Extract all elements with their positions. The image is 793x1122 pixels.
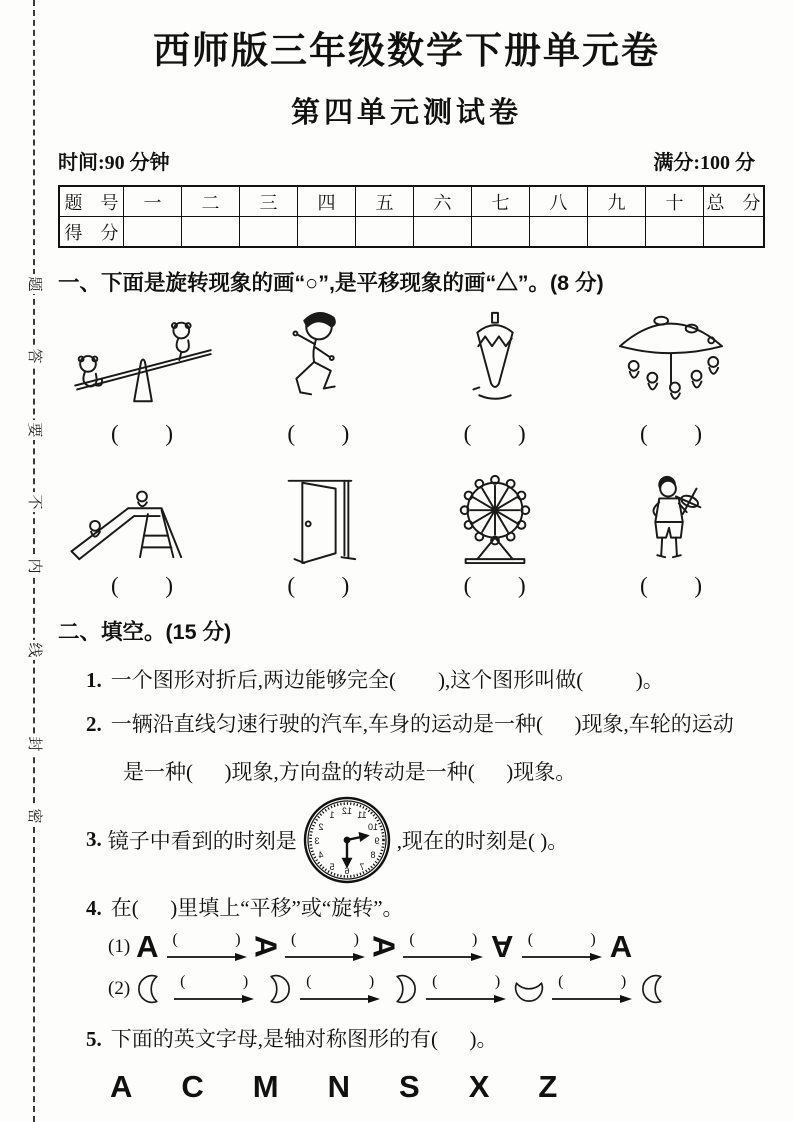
paren-open: ( xyxy=(111,421,119,446)
right-arrow-icon xyxy=(551,992,633,1004)
paren-close: ) xyxy=(590,930,596,948)
ferris-wheel-image xyxy=(415,471,575,565)
question-number: 3. xyxy=(86,827,102,852)
arrow-with-blank xyxy=(521,932,603,962)
clock-number: 12 xyxy=(341,805,352,816)
right-arrow-icon xyxy=(173,992,255,1004)
paren-close: ) xyxy=(353,930,359,948)
answer-blank-parens xyxy=(287,422,349,445)
seal-line-char: 不 xyxy=(24,492,44,512)
score-cell xyxy=(124,217,182,248)
question-text: 镜子中看到的时刻是 xyxy=(107,828,297,853)
paren-close: ) xyxy=(242,973,249,991)
clock-number: 11 xyxy=(357,809,367,820)
seal-line-char: 线 xyxy=(24,640,44,660)
column-header-cell: 四 xyxy=(298,186,356,217)
score-table xyxy=(58,185,765,248)
clock-number: 2 xyxy=(318,821,324,832)
mirrored-clock xyxy=(303,796,391,884)
question-text: 在( )里填上“平移”或“旋转”。 xyxy=(110,895,404,920)
letter-a-rotated-90: A xyxy=(248,935,284,958)
question-number: 2. xyxy=(86,712,102,737)
answer-blank-parens xyxy=(640,422,702,445)
paren-open: ( xyxy=(306,973,312,991)
paren-close: ) xyxy=(620,973,627,991)
score-cell xyxy=(704,217,765,248)
question-number-header-cell: 题 号 xyxy=(59,186,124,217)
seesaw-image xyxy=(62,305,222,413)
paren-close: ) xyxy=(165,421,173,446)
right-arrow-icon xyxy=(521,950,603,962)
symmetry-letter: X xyxy=(468,1069,490,1105)
clock-number: 3 xyxy=(314,835,320,846)
spinning-top-image xyxy=(415,305,575,413)
arrow-with-blank xyxy=(425,974,507,1004)
answer-blank-parens xyxy=(464,574,526,597)
sub-item-label: (2) xyxy=(108,978,131,1000)
column-header-cell: 二 xyxy=(182,186,240,217)
crescent-moon-icon xyxy=(136,971,166,1007)
letter-a-upright: A xyxy=(136,929,159,965)
full-score-label: 满分:100 分 xyxy=(653,152,755,174)
column-header-cell: 一 xyxy=(124,186,182,217)
clock-number: 6 xyxy=(344,865,350,876)
arrow-with-blank xyxy=(166,932,248,962)
paren-open: ( xyxy=(639,573,648,598)
answer-blank-parens xyxy=(640,574,702,597)
clock-number: 9 xyxy=(374,835,380,846)
score-cell xyxy=(240,217,298,248)
section1-heading: 一、下面是旋转现象的画“○”,是平移现象的画“△”。(8 分) xyxy=(58,271,604,295)
score-cell xyxy=(356,217,414,248)
right-arrow-icon xyxy=(166,950,248,962)
seal-line-char: 题 xyxy=(24,274,44,294)
symmetry-letter: M xyxy=(252,1069,279,1105)
question-4 xyxy=(58,894,755,922)
paren-open: ( xyxy=(432,973,438,991)
paren-open: ( xyxy=(409,930,415,948)
symmetry-letter: Z xyxy=(538,1069,558,1105)
question-1 xyxy=(58,666,755,694)
right-arrow-icon xyxy=(284,950,366,962)
right-arrow-icon xyxy=(425,992,507,1004)
paren-close: ) xyxy=(517,421,526,446)
question-2-continued: 是一种( )现象,方向盘的转动是一种( )现象。 xyxy=(123,759,577,784)
page-title: 西师版三年级数学下册单元卷 xyxy=(153,30,660,71)
paren-open: ( xyxy=(290,930,297,948)
score-header-cell: 得 分 xyxy=(59,217,124,248)
question-number: 5. xyxy=(86,1027,102,1052)
score-cell xyxy=(298,217,356,248)
paren-close: ) xyxy=(517,573,526,598)
symmetry-letter: C xyxy=(181,1069,204,1105)
picture-row-2 xyxy=(58,471,755,597)
arrow-with-blank xyxy=(173,974,255,1004)
picture-cell xyxy=(411,305,579,445)
paren-close: ) xyxy=(341,573,350,598)
paren-open: ( xyxy=(463,573,472,598)
question-4-sequence-2 xyxy=(58,971,755,1007)
page-subtitle: 第四单元测试卷 xyxy=(290,97,522,129)
letter-a-rotated-90: A xyxy=(366,935,402,958)
arrow-with-blank xyxy=(551,974,633,1004)
question-number: 1. xyxy=(86,668,102,692)
answer-blank-parens xyxy=(464,422,526,445)
column-header-cell: 五 xyxy=(356,186,414,217)
question-text: 一辆沿直线匀速行驶的汽车,车身的运动是一种( )现象,车轮的运动 xyxy=(110,712,734,737)
arrow-with-blank xyxy=(299,974,381,1004)
score-cell xyxy=(182,217,240,248)
crescent-moon-icon xyxy=(388,971,418,1007)
question-3 xyxy=(58,796,755,884)
paren-close: ) xyxy=(494,973,501,991)
arrow-with-blank xyxy=(402,932,484,962)
picture-cell xyxy=(411,471,579,597)
running-boy-image xyxy=(238,305,398,413)
picture-cell xyxy=(58,305,226,445)
violin-boy-image xyxy=(591,471,751,565)
column-header-cell: 八 xyxy=(530,186,588,217)
seal-line-char: 答 xyxy=(24,346,44,366)
paren-close: ) xyxy=(341,421,350,446)
seal-line-char: 封 xyxy=(24,734,44,754)
paren-open: ( xyxy=(111,573,119,598)
question-text: 一个图形对折后,两边能够完全( ),这个图形叫做( )。 xyxy=(110,668,664,692)
clock-number: 10 xyxy=(367,821,378,832)
column-header-cell: 六 xyxy=(414,186,472,217)
answer-blank-parens xyxy=(111,574,173,597)
time-label: 时间:90 分钟 xyxy=(58,152,170,174)
score-cell xyxy=(646,217,704,248)
question-4-sequence-1 xyxy=(58,929,755,965)
column-header-cell: 七 xyxy=(472,186,530,217)
score-cell xyxy=(472,217,530,248)
picture-row-1 xyxy=(58,305,755,445)
question-2 xyxy=(58,710,755,738)
score-cell xyxy=(530,217,588,248)
sub-item-label: (1) xyxy=(108,935,131,957)
clock-number: 8 xyxy=(370,849,376,860)
answer-blank-parens xyxy=(111,422,173,445)
symmetry-letter: S xyxy=(399,1069,420,1105)
clock-number: 4 xyxy=(318,849,324,860)
question-text: ,现在的时刻是( )。 xyxy=(396,828,569,853)
seal-line-char: 要 xyxy=(24,420,44,440)
seal-line-char: 密 xyxy=(24,806,44,826)
answer-blank-parens xyxy=(287,574,349,597)
paren-close: ) xyxy=(368,973,375,991)
paren-close: ) xyxy=(235,930,241,948)
score-cell xyxy=(588,217,646,248)
column-header-cell: 九 xyxy=(588,186,646,217)
right-arrow-icon xyxy=(402,950,484,962)
symmetry-letter: A xyxy=(110,1069,133,1105)
arrow-with-blank xyxy=(284,932,366,962)
picture-cell xyxy=(587,471,755,597)
paren-close: ) xyxy=(472,930,478,948)
score-cell xyxy=(414,217,472,248)
picture-cell xyxy=(587,305,755,445)
paren-close: ) xyxy=(165,573,173,598)
picture-cell xyxy=(234,471,402,597)
right-arrow-icon xyxy=(299,992,381,1004)
column-header-cell: 十 xyxy=(646,186,704,217)
paren-open: ( xyxy=(639,421,648,446)
paren-open: ( xyxy=(527,930,534,948)
picture-cell xyxy=(234,305,402,445)
clock-number: 1 xyxy=(329,809,335,820)
question-5 xyxy=(58,1025,755,1053)
section2-heading: 二、填空。(15 分) xyxy=(58,620,232,644)
paren-open: ( xyxy=(558,973,564,991)
paren-open: ( xyxy=(287,421,295,446)
paren-open: ( xyxy=(180,973,186,991)
crescent-moon-icon xyxy=(640,971,670,1007)
paren-open: ( xyxy=(463,421,472,446)
letter-a-upright: A xyxy=(609,929,633,965)
symmetry-letters-row xyxy=(58,1069,755,1105)
letter-a-rotated-180: A xyxy=(491,929,514,965)
symmetry-letter: N xyxy=(327,1069,350,1105)
slide-image xyxy=(62,471,222,565)
meta-row xyxy=(58,146,755,175)
total-score-header-cell: 总 分 xyxy=(704,186,765,217)
paren-open: ( xyxy=(172,930,178,948)
clock-number: 7 xyxy=(359,861,365,872)
door-image xyxy=(238,471,398,565)
column-header-cell: 三 xyxy=(240,186,298,217)
crescent-moon-icon xyxy=(262,971,292,1007)
crescent-moon-icon xyxy=(511,974,547,1004)
question-number: 4. xyxy=(86,895,102,920)
mushroom-carousel-image xyxy=(591,305,751,413)
clock-number: 5 xyxy=(329,861,335,872)
question-text: 下面的英文字母,是轴对称图形的有( )。 xyxy=(110,1027,498,1052)
paren-close: ) xyxy=(694,573,702,598)
picture-cell xyxy=(58,471,226,597)
paren-open: ( xyxy=(287,573,295,598)
paren-close: ) xyxy=(694,421,702,446)
seal-line-char: 内 xyxy=(24,556,44,576)
